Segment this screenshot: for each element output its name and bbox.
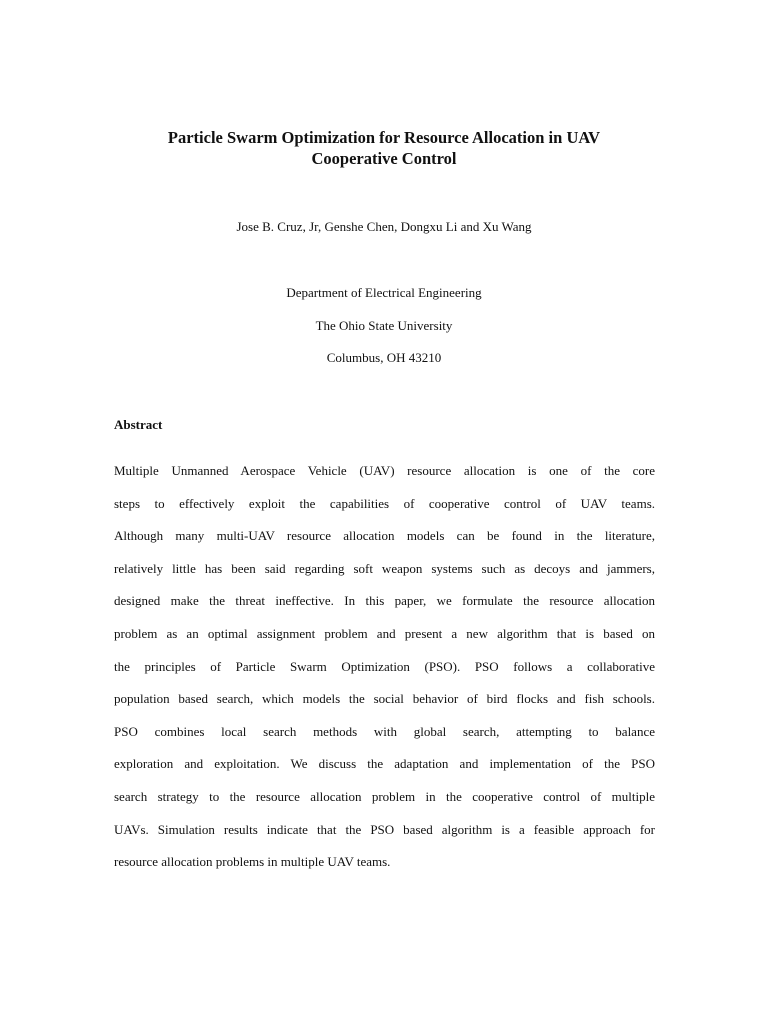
abstract-line: steps to effectively exploit the capabilities of cooperative control of UAV teams. xyxy=(114,495,655,511)
affiliation-university: The Ohio State University xyxy=(315,318,453,333)
abstract-heading: Abstract xyxy=(114,417,163,432)
author-list: Jose B. Cruz, Jr, Genshe Chen, Dongxu Li and Xu Wang xyxy=(236,219,532,234)
abstract-line: problem as an optimal assignment problem and present a new algorithm that is based on xyxy=(114,625,655,641)
abstract-line: exploration and exploitation. We discuss the adaptation and implementation of the PSO xyxy=(114,756,655,772)
affiliation-city: Columbus, OH 43210 xyxy=(326,350,442,365)
affiliation-department: Department of Electrical Engineering xyxy=(286,285,482,300)
abstract-line: relatively little has been said regarding soft weapon systems such as decoys and jammers, xyxy=(114,560,655,576)
abstract-line: PSO combines local search methods with global search, attempting to balance xyxy=(114,723,655,739)
abstract-line: UAVs. Simulation results indicate that the PSO based algorithm is a feasible approach for xyxy=(114,821,655,837)
abstract-line: Although many multi-UAV resource allocation models can be found in the literature, xyxy=(114,528,655,544)
abstract-line: designed make the threat ineffective. In this paper, we formulate the resource allocation xyxy=(114,593,655,609)
abstract-line: resource allocation problems in multiple UAV teams. xyxy=(114,854,391,870)
abstract-line: population based search, which models the social behavior of bird flocks and fish schools. xyxy=(114,691,655,707)
abstract-line: Multiple Unmanned Aerospace Vehicle (UAV) resource allocation is one of the core xyxy=(114,463,655,478)
paper-title-line-2: Cooperative Control xyxy=(311,149,457,168)
paper-title-line-1: Particle Swarm Optimization for Resource Allocation in UAV xyxy=(167,128,601,147)
abstract-body xyxy=(114,462,655,886)
abstract-line: the principles of Particle Swarm Optimization (PSO). PSO follows a collaborative xyxy=(114,658,655,674)
abstract-line: search strategy to the resource allocation problem in the cooperative control of multiple xyxy=(114,788,655,804)
